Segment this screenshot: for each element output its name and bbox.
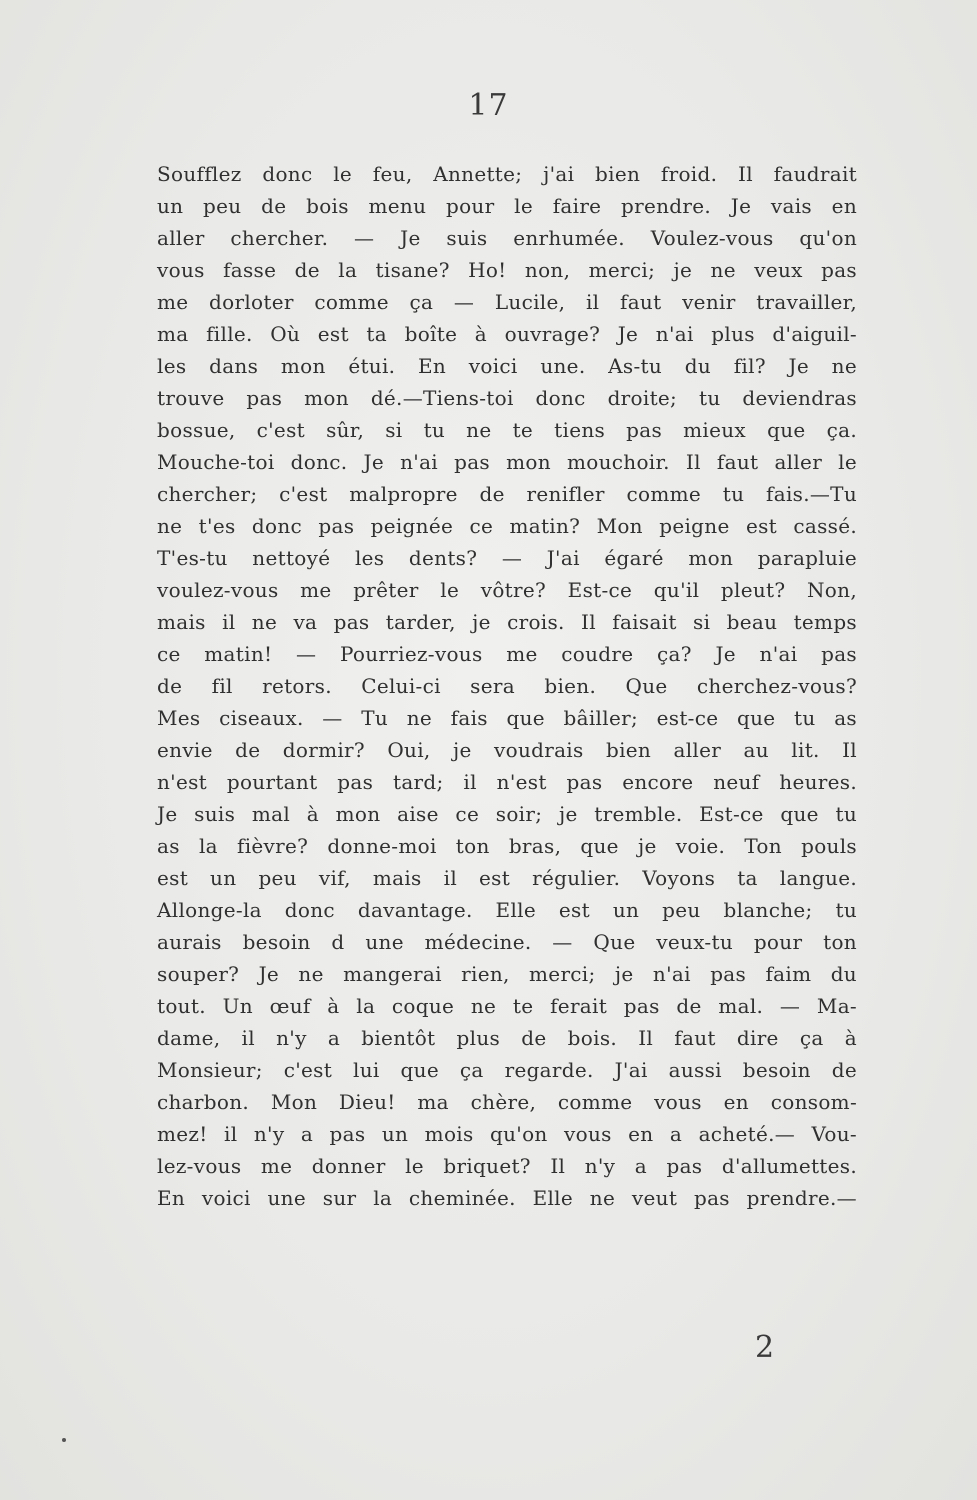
text-line: trouve pas mon dé.—Tiens-toi donc droite; tu deviendras: [157, 386, 857, 410]
text-line: me dorloter comme ça — Lucile, il faut venir travailler,: [157, 290, 857, 314]
text-line: Allonge-la donc davantage. Elle est un peu blanche; tu: [157, 898, 857, 922]
text-line: aurais besoin d une médecine. — Que veux-tu pour ton: [157, 930, 857, 954]
text-line: lez-vous me donner le briquet? Il n'y a pas d'allumettes.: [157, 1154, 857, 1178]
text-line: En voici une sur la cheminée. Elle ne veut pas prendre.—: [157, 1186, 857, 1210]
text-line: bossue, c'est sûr, si tu ne te tiens pas mieux que ça.: [157, 418, 857, 442]
text-line: souper? Je ne mangerai rien, merci; je n'ai pas faim du: [157, 962, 857, 986]
text-line: T'es-tu nettoyé les dents? — J'ai égaré mon parapluie: [157, 546, 857, 570]
text-line: vous fasse de la tisane? Ho! non, merci; je ne veux pas: [157, 258, 857, 282]
text-line: Monsieur; c'est lui que ça regarde. J'ai aussi besoin de: [157, 1058, 857, 1082]
text-line: ne t'es donc pas peignée ce matin? Mon peigne est cassé.: [157, 514, 857, 538]
text-line: ce matin! — Pourriez-vous me coudre ça? Je n'ai pas: [157, 642, 857, 666]
text-line: charbon. Mon Dieu! ma chère, comme vous en consom-: [157, 1090, 857, 1114]
text-line: les dans mon étui. En voici une. As-tu du fil? Je ne: [157, 354, 857, 378]
text-line: mez! il n'y a pas un mois qu'on vous en a acheté.— Vou-: [157, 1122, 857, 1146]
text-line: mais il ne va pas tarder, je crois. Il faisait si beau temps: [157, 610, 857, 634]
text-line: chercher; c'est malpropre de renifler comme tu fais.—Tu: [157, 482, 857, 506]
signature-mark: 2: [755, 1330, 775, 1365]
text-line: Mouche-toi donc. Je n'ai pas mon mouchoir. Il faut aller le: [157, 450, 857, 474]
body-text: [157, 158, 857, 1214]
text-line: de fil retors. Celui-ci sera bien. Que cherchez-vous?: [157, 674, 857, 698]
text-line: Mes ciseaux. — Tu ne fais que bâiller; est-ce que tu as: [157, 706, 857, 730]
text-line: est un peu vif, mais il est régulier. Voyons ta langue.: [157, 866, 857, 890]
text-line: Je suis mal à mon aise ce soir; je tremble. Est-ce que tu: [157, 802, 857, 826]
paper-speck: [62, 1438, 66, 1442]
text-line: un peu de bois menu pour le faire prendre. Je vais en: [157, 194, 857, 218]
text-line: n'est pourtant pas tard; il n'est pas encore neuf heures.: [157, 770, 857, 794]
text-line: ma fille. Où est ta boîte à ouvrage? Je n'ai plus d'aiguil-: [157, 322, 857, 346]
page-number: 17: [468, 88, 509, 123]
text-line: tout. Un œuf à la coque ne te ferait pas de mal. — Ma-: [157, 994, 857, 1018]
text-line: envie de dormir? Oui, je voudrais bien aller au lit. Il: [157, 738, 857, 762]
text-line: aller chercher. — Je suis enrhumée. Voulez-vous qu'on: [157, 226, 857, 250]
text-line: as la fièvre? donne-moi ton bras, que je voie. Ton pouls: [157, 834, 857, 858]
text-line: voulez-vous me prêter le vôtre? Est-ce qu'il pleut? Non,: [157, 578, 857, 602]
text-line: Soufflez donc le feu, Annette; j'ai bien froid. Il faudrait: [157, 162, 857, 186]
text-line: dame, il n'y a bientôt plus de bois. Il faut dire ça à: [157, 1026, 857, 1050]
